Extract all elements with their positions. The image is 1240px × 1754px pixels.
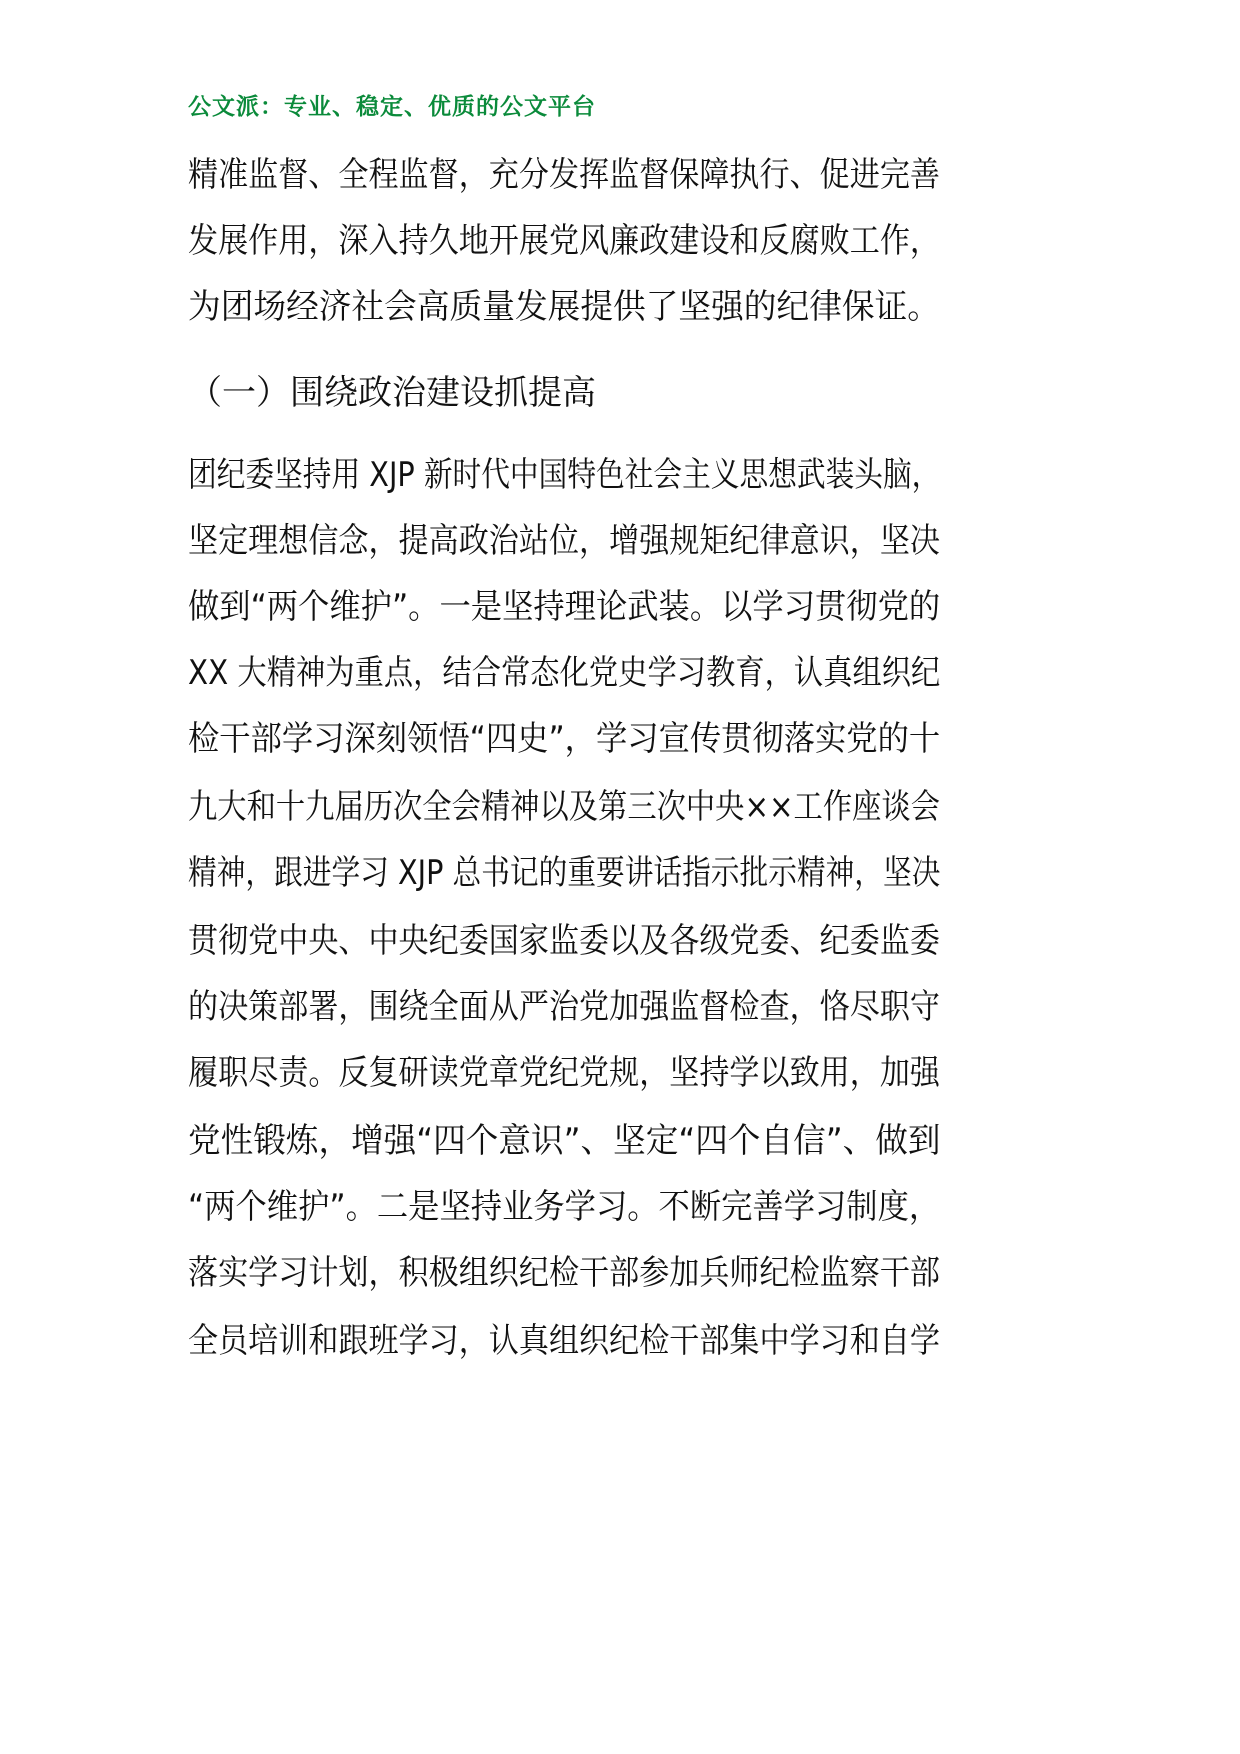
text-line: 全员培训和跟班学习，认真组织纪检干部集中学习和自学	[188, 1321, 940, 1361]
text-line: 精准监督、全程监督，充分发挥监督保障执行、促进完善	[188, 155, 940, 195]
text-line: 做到“两个维护”。一是坚持理论武装。以学习贯彻党的	[188, 587, 941, 627]
text-line: 贯彻党中央、中央纪委国家监委以及各级党委、纪委监委	[188, 921, 940, 961]
text-line: 精神，跟进学习 XJP 总书记的重要讲话指示批示精神，坚决	[188, 853, 941, 893]
text-line: 为团场经济社会高质量发展提供了坚强的纪律保证。	[188, 287, 940, 327]
text-line: 发展作用，深入持久地开展党风廉政建设和反腐败工作，	[188, 221, 940, 261]
text-line: 坚定理想信念，提高政治站位，增强规矩纪律意识，坚决	[188, 521, 940, 561]
text-line: “两个维护”。二是坚持业务学习。不断完善学习制度，	[188, 1187, 941, 1227]
text-line: 党性锻炼，增强“四个意识”、坚定“四个自信”、做到	[188, 1121, 941, 1161]
text-line: 的决策部署，围绕全面从严治党加强监督检查，恪尽职守	[188, 987, 940, 1027]
text-line: 落实学习计划，积极组织纪检干部参加兵师纪检监察干部	[188, 1253, 940, 1293]
text-line: XX 大精神为重点，结合常态化党史学习教育，认真组织纪	[188, 653, 941, 693]
text-line: 九大和十九届历次全会精神以及第三次中央××工作座谈会	[188, 787, 940, 827]
page-header: 公文派：专业、稳定、优质的公文平台	[188, 94, 596, 120]
text-line: 团纪委坚持用 XJP 新时代中国特色社会主义思想武装头脑，	[188, 455, 941, 495]
text-line: 履职尽责。反复研读党章党纪党规，坚持学以致用，加强	[188, 1053, 940, 1093]
section-heading: （一）围绕政治建设抓提高	[188, 373, 596, 413]
text-line: 检干部学习深刻领悟“四史”，学习宣传贯彻落实党的十	[188, 719, 941, 759]
